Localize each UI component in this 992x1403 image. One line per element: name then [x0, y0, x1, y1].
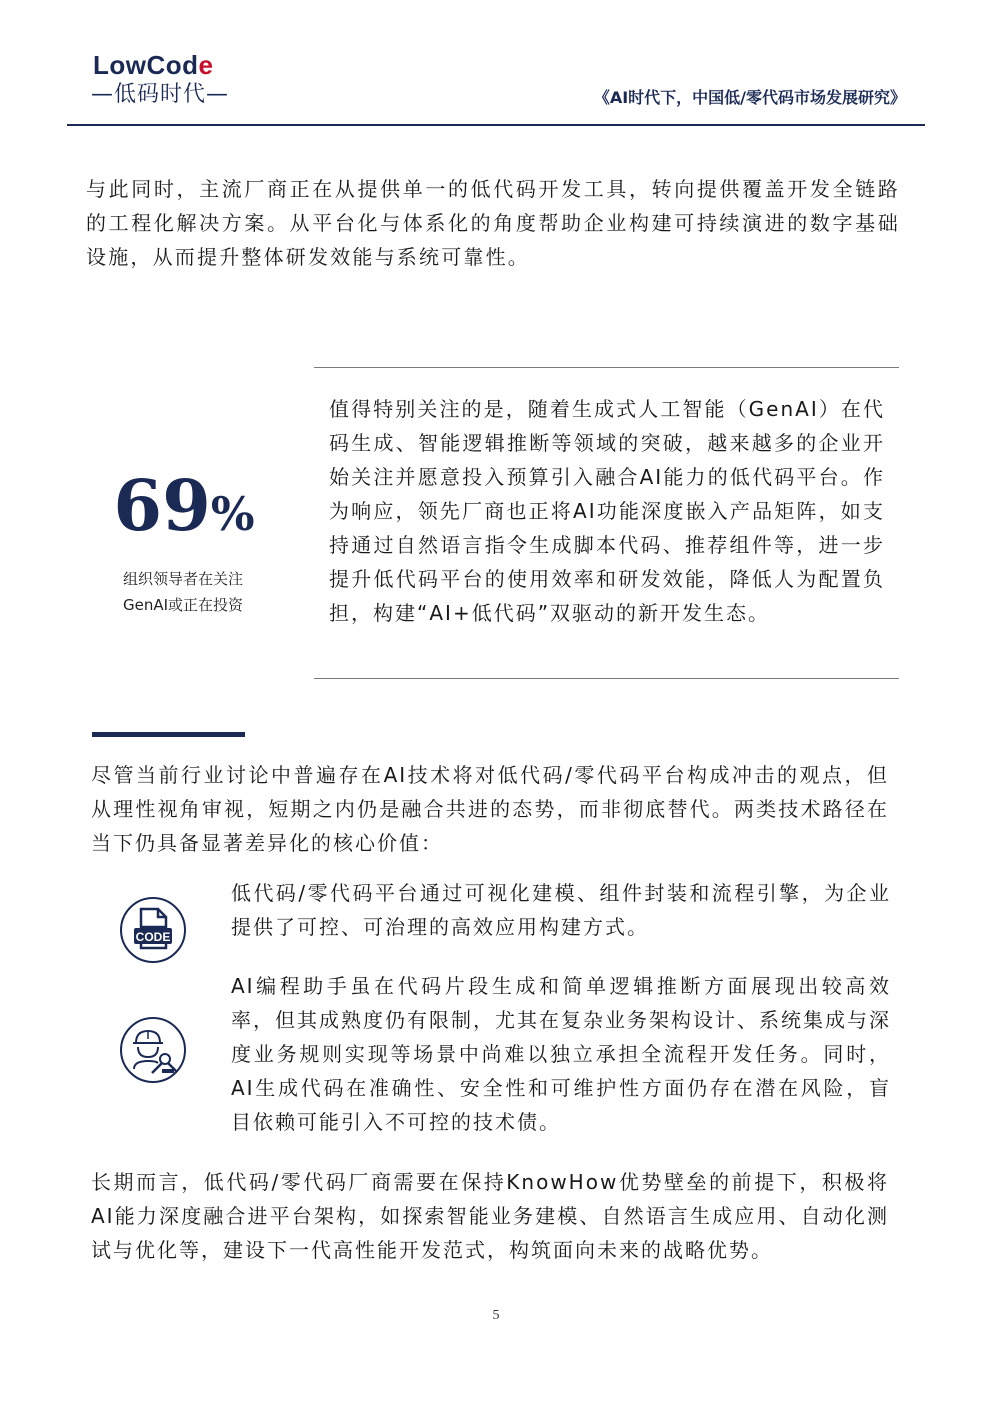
stat-value: 69 [113, 464, 211, 547]
header-divider [67, 124, 925, 126]
logo-wordmark-accent: e [198, 50, 214, 80]
logo-wordmark-main: LowCod [93, 50, 199, 80]
intro-paragraph: 与此同时，主流厂商正在从提供单一的低代码开发工具，转向提供覆盖开发全链路的工程化解决方案。从平台化与体系化的角度帮助企业构建可持续演进的数字基础设施，从而提升整体研发效能与系统可靠性。 [86, 177, 900, 269]
stat-caption-line2: GenAI或正在投资 [122, 596, 244, 614]
highlight-paragraph: 值得特别关注的是，随着生成式人工智能（GenAI）在代码生成、智能逻辑推断等领域的突破，越来越多的企业开始关注并愿意投入预算引入融合AI能力的低代码平台。作为响应，领先厂商也正将AI功能深度嵌入产品矩阵，如支持通过自然语言指令生成脚本代码、推荐组件等，进一步提升低代码平台的使用效率和研发效能，降低人为配置负担，构建“AI+低代码”双驱动的新开发生态。 [329, 397, 885, 625]
page-number: 5 [492, 1308, 500, 1323]
stat-caption [100, 566, 266, 618]
code-icon-label: CODE [135, 930, 171, 944]
conclusion-paragraph: 长期而言，低代码/零代码厂商需要在保持KnowHow优势壁垒的前提下，积极将AI能力深度融合进平台架构，如探索智能业务建模、自然语言生成应用、自动化测试与优化等，建设下一代高性能开发范式，构筑面向未来的战略优势。 [91, 1170, 889, 1262]
views-paragraph: 尽管当前行业讨论中普遍存在AI技术将对低代码/零代码平台构成冲击的观点，但从理性视角审视，短期之内仍是融合共进的态势，而非彻底替代。两类技术路径在当下仍具备显著差异化的核心价值： [91, 763, 889, 855]
section-accent-bar [92, 732, 245, 737]
highlight-bottom-rule [314, 678, 899, 679]
highlight-top-rule [314, 367, 899, 368]
stat-unit: % [210, 487, 255, 541]
logo-wordmark [93, 50, 214, 80]
logo-subtitle: —低码时代— [91, 82, 230, 107]
engineer-tools-icon [120, 1017, 186, 1083]
code-file-icon [120, 897, 186, 963]
stat-caption-line1: 组织领导者在关注 [122, 570, 243, 588]
report-title: 《AI时代下，中国低/零代码市场发展研究》 [593, 88, 906, 107]
item-text-lowcode: 低代码/零代码平台通过可视化建模、组件封装和流程引擎，为企业提供了可控、可治理的高效应用构建方式。 [231, 881, 891, 939]
item-text-ai-assistant: AI编程助手虽在代码片段生成和简单逻辑推断方面展现出较高效率，但其成熟度仍有限制，尤其在复杂业务架构设计、系统集成与深度业务规则实现等场景中尚难以独立承担全流程开发任务。同时，AI生成代码在准确性、安全性和可维护性方面仍存在潜在风险，盲目依赖可能引入不可控的技术债。 [231, 974, 891, 1134]
highlight-stat [104, 466, 264, 565]
